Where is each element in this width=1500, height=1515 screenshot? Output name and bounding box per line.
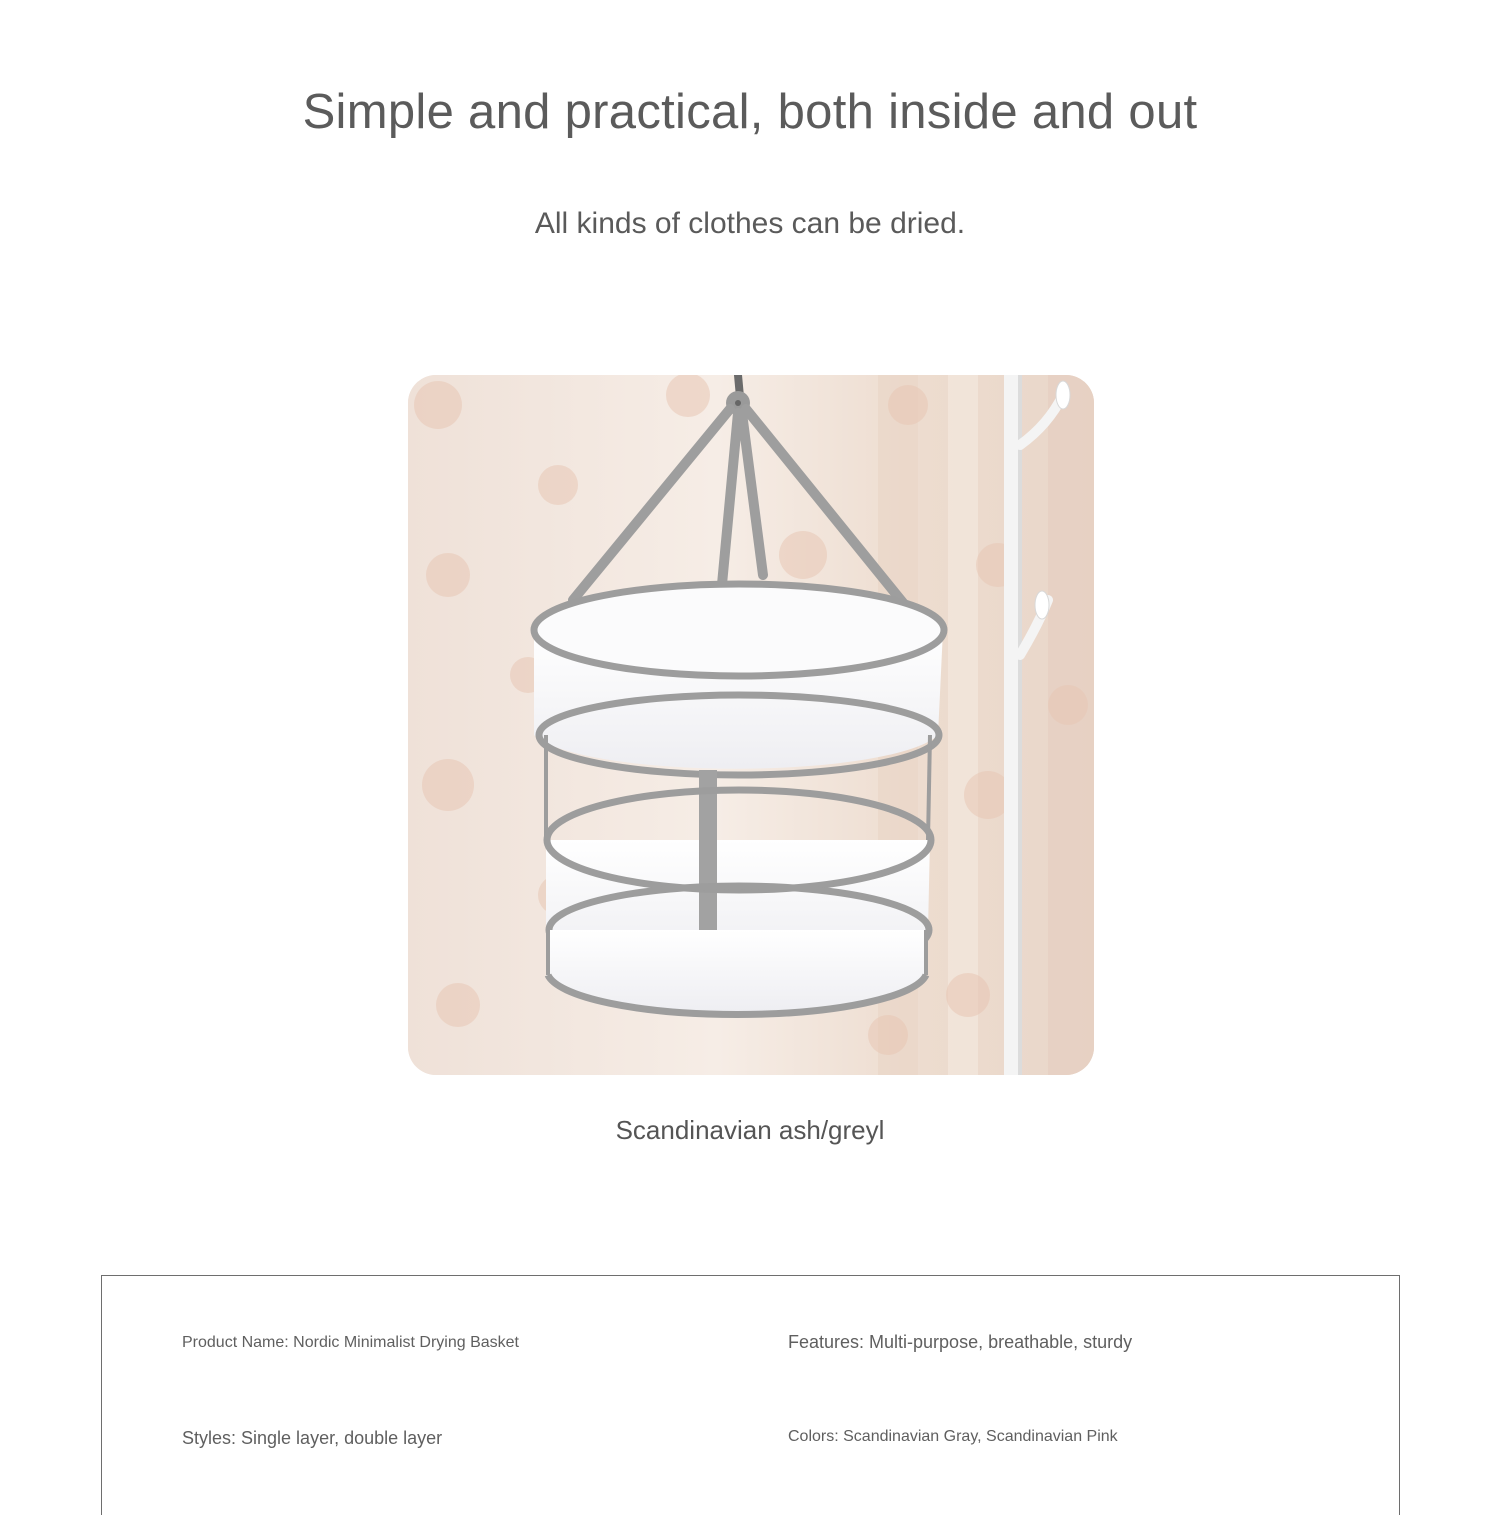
drying-basket-illustration [408,375,1094,1075]
page-subheadline: All kinds of clothes can be dried. [534,207,966,240]
spec-product-name: Product Name: Nordic Minimalist Drying Basket [182,1334,519,1351]
spec-table [101,1275,1400,1515]
product-photo [408,375,1094,1075]
spec-features: Features: Multi-purpose, breathable, sturdy [788,1332,1133,1352]
color-caption: Scandinavian ash/greyl [615,1115,885,1145]
page-headline: Simple and practical, both inside and out [302,85,1198,139]
spec-styles: Styles: Single layer, double layer [182,1428,443,1448]
spec-colors: Colors: Scandinavian Gray, Scandinavian Pink [788,1428,1118,1445]
